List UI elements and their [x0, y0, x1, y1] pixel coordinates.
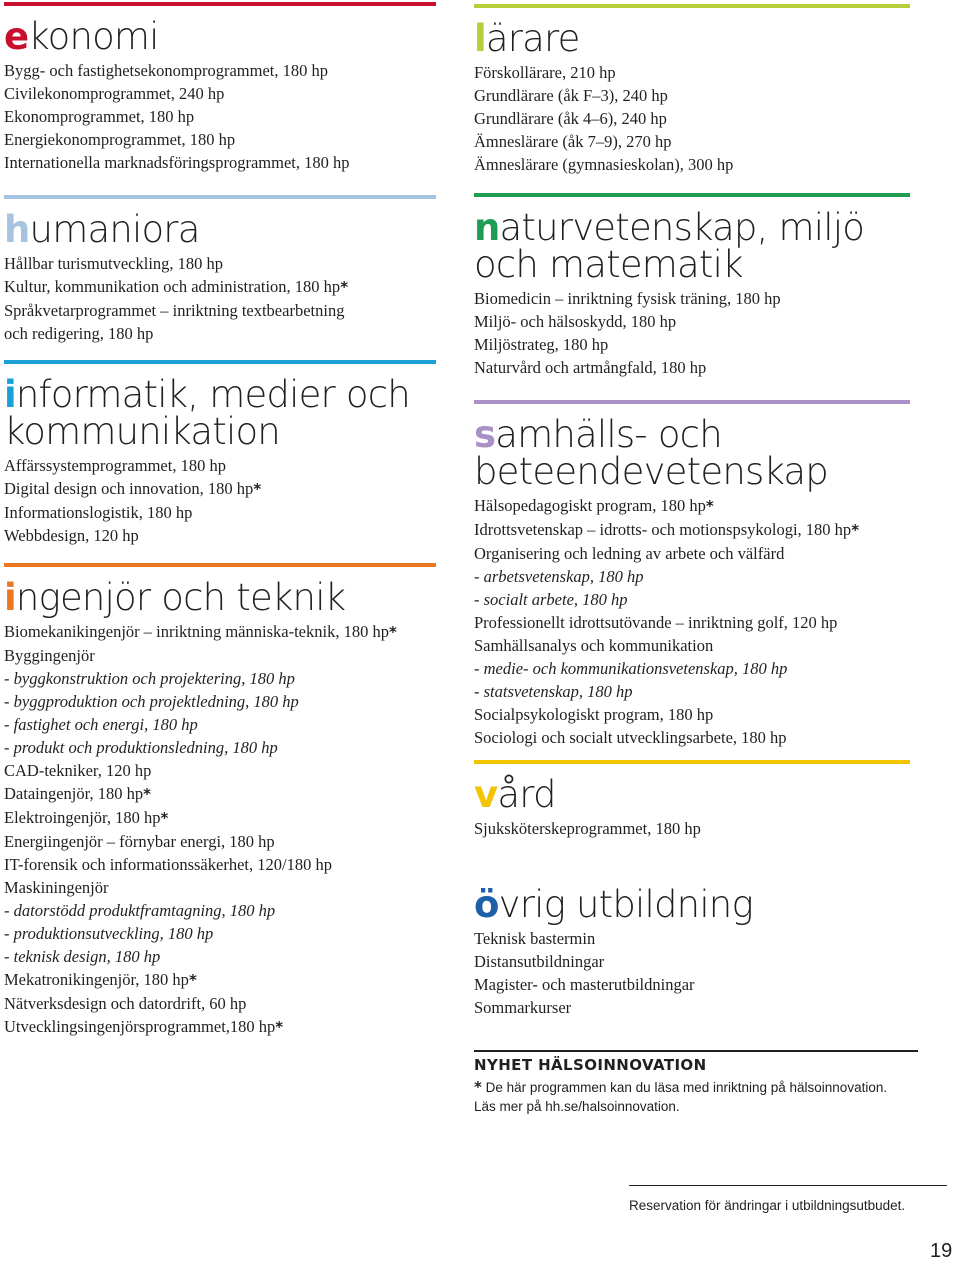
section-naturvetenskap — [474, 193, 910, 379]
program-item — [4, 59, 436, 82]
program-list — [474, 287, 910, 379]
heading-text: umaniora — [29, 208, 200, 251]
program-label: Teknisk bastermin — [474, 929, 596, 948]
section-rule — [474, 193, 910, 197]
program-item — [474, 611, 910, 634]
program-label: Ekonomprogrammet, 180 hp — [4, 107, 195, 126]
program-label: Grundlärare (åk F–3), 240 hp — [474, 86, 668, 105]
program-item — [474, 494, 910, 518]
asterisk-icon: * — [253, 480, 262, 498]
heading-text: ngenjör och teknik — [15, 576, 346, 619]
program-label: Grundlärare (åk 4–6), 240 hp — [474, 109, 667, 128]
section-rule — [4, 360, 436, 364]
section-ovrig — [474, 870, 910, 1019]
program-item — [4, 830, 436, 853]
program-label: och redigering, 180 hp — [4, 324, 154, 343]
program-item — [4, 713, 436, 736]
section-heading — [474, 17, 910, 60]
asterisk-icon: * — [160, 809, 169, 827]
program-label: Nätverksdesign och datordrift, 60 hp — [4, 994, 247, 1013]
section-vard — [474, 760, 910, 840]
program-label: Internationella marknadsföringsprogrammet, 180 hp — [4, 153, 350, 172]
nyhet-note — [474, 1078, 944, 1116]
section-heading — [474, 206, 910, 286]
section-ingenjor — [4, 563, 436, 1039]
program-item — [4, 782, 436, 806]
program-item — [4, 82, 436, 105]
program-label: IT-forensik och informationssäkerhet, 120/180 hp — [4, 855, 332, 874]
program-label: Sjuksköterskeprogrammet, 180 hp — [474, 819, 701, 838]
program-item — [474, 518, 910, 542]
program-label: CAD-tekniker, 120 hp — [4, 761, 152, 780]
program-item — [4, 275, 436, 299]
program-item — [474, 153, 910, 176]
program-item — [4, 620, 436, 644]
program-item — [4, 128, 436, 151]
section-rule — [4, 2, 436, 6]
section-heading — [4, 373, 436, 453]
program-list — [474, 817, 910, 840]
asterisk-icon: * — [143, 785, 151, 803]
program-label: Språkvetarprogrammet – inriktning textbearbetning — [4, 301, 345, 320]
program-label: Idrottsvetenskap – idrotts- och motionspsykologi, 180 hp — [474, 520, 852, 539]
program-label: Socialpsykologiskt program, 180 hp — [474, 705, 714, 724]
program-label: Dataingenjör, 180 hp — [4, 784, 144, 803]
section-rule — [474, 400, 910, 404]
heading-text: vrig utbildning — [498, 883, 753, 926]
heading-initial: e — [4, 15, 29, 58]
program-label: Samhällsanalys och kommunikation — [474, 636, 714, 655]
asterisk-icon: * — [275, 1018, 284, 1036]
program-item — [4, 322, 436, 345]
program-item — [474, 973, 910, 996]
program-label: Civilekonomprogrammet, 240 hp — [4, 84, 225, 103]
section-heading — [474, 883, 910, 926]
section-rule — [474, 4, 910, 8]
program-item — [474, 927, 910, 950]
program-label: Biomekanikingenjör – inriktning människa-teknik, 180 hp — [4, 622, 389, 641]
program-list — [4, 620, 436, 1039]
program-label: Distansutbildningar — [474, 952, 605, 971]
section-rule — [4, 563, 436, 567]
asterisk-icon: * — [388, 623, 397, 641]
program-label: Sommarkurser — [474, 998, 572, 1017]
program-label: Miljöstrateg, 180 hp — [474, 335, 609, 354]
program-list — [474, 61, 910, 176]
reservation-text: Reservation för ändringar i utbildningsutbudet. — [629, 1198, 906, 1213]
program-label: Miljö- och hälsoskydd, 180 hp — [474, 312, 677, 331]
program-label: Mekatronikingenjör, 180 hp — [4, 970, 189, 989]
program-label: Professionellt idrottsutövande – inriktning golf, 120 hp — [474, 613, 838, 632]
heading-initial: i — [4, 373, 16, 416]
program-label: - arbetsvetenskap, 180 hp — [474, 567, 644, 586]
program-item — [474, 996, 910, 1019]
program-label: Kultur, kommunikation och administration, 180 hp — [4, 277, 341, 296]
heading-initial: s — [474, 413, 496, 456]
program-item — [4, 922, 436, 945]
nyhet-note-line1: De här programmen kan du läsa med inriktning på hälsoinnovation. — [481, 1080, 888, 1095]
asterisk-icon: * — [851, 521, 860, 539]
heading-initial: h — [4, 208, 30, 251]
program-label: Informationslogistik, 180 hp — [4, 503, 193, 522]
program-item — [474, 950, 910, 973]
heading-initial: l — [474, 17, 486, 60]
program-item — [4, 968, 436, 992]
program-label: Byggingenjör — [4, 646, 95, 665]
page-number: 19 — [930, 1240, 953, 1262]
program-item — [4, 524, 436, 547]
program-item — [4, 945, 436, 968]
heading-text: nformatik, medier och kommunikation — [4, 373, 410, 453]
program-item — [474, 726, 910, 749]
program-item — [474, 310, 910, 333]
program-label: Biomedicin – inriktning fysisk träning, 180 hp — [474, 289, 781, 308]
heading-initial: ö — [474, 883, 499, 926]
program-item — [474, 61, 910, 84]
heading-text: ärare — [485, 17, 580, 60]
program-item — [4, 806, 436, 830]
program-item — [474, 287, 910, 310]
program-item — [4, 876, 436, 899]
program-item — [4, 992, 436, 1015]
section-heading — [474, 413, 910, 493]
program-item — [4, 644, 436, 667]
nyhet-rule — [474, 1050, 918, 1052]
program-item — [4, 667, 436, 690]
program-list — [474, 927, 910, 1019]
program-item — [4, 299, 436, 322]
program-label: Ämneslärare (gymnasieskolan), 300 hp — [474, 155, 734, 174]
program-label: - byggproduktion och projektledning, 180 hp — [4, 692, 299, 711]
nyhet-title: NYHET HÄLSOINNOVATION — [474, 1056, 707, 1074]
program-label: - byggkonstruktion och projektering, 180 hp — [4, 669, 295, 688]
section-informatik — [4, 360, 436, 547]
program-item — [4, 853, 436, 876]
program-item — [4, 477, 436, 501]
program-label: - statsvetenskap, 180 hp — [474, 682, 633, 701]
program-label: Utvecklingsingenjörsprogrammet,180 hp — [4, 1017, 276, 1036]
program-item — [474, 588, 910, 611]
program-item — [474, 634, 910, 657]
program-item — [474, 84, 910, 107]
reservation-box — [629, 1185, 939, 1213]
asterisk-icon: * — [188, 971, 197, 989]
reservation-rule — [629, 1185, 947, 1186]
section-humaniora — [4, 195, 436, 345]
program-item — [4, 736, 436, 759]
program-item — [4, 1015, 436, 1039]
asterisk-icon: * — [474, 1078, 482, 1096]
program-label: - produkt och produktionsledning, 180 hp — [4, 738, 278, 757]
program-item — [474, 703, 910, 726]
program-item — [4, 454, 436, 477]
program-label: Organisering och ledning av arbete och välfärd — [474, 544, 785, 563]
heading-text: aturvetenskap, miljö och matematik — [474, 206, 865, 286]
section-heading — [474, 773, 910, 816]
program-label: Energiekonomprogrammet, 180 hp — [4, 130, 236, 149]
program-list — [4, 59, 436, 174]
program-label: Affärssystemprogrammet, 180 hp — [4, 456, 226, 475]
section-ekonomi — [4, 2, 436, 174]
program-list — [4, 252, 436, 345]
program-label: Webbdesign, 120 hp — [4, 526, 139, 545]
section-samhalls — [474, 400, 910, 749]
nyhet-box — [474, 1050, 944, 1116]
program-label: Bygg- och fastighetsekonomprogrammet, 180 hp — [4, 61, 328, 80]
program-label: Naturvård och artmångfald, 180 hp — [474, 358, 707, 377]
section-heading — [4, 576, 436, 619]
heading-initial: n — [474, 206, 500, 249]
asterisk-icon: * — [340, 278, 349, 296]
section-larare — [474, 4, 910, 176]
section-heading — [4, 208, 436, 251]
program-item — [4, 501, 436, 524]
nyhet-note-line2: Läs mer på hh.se/halsoinnovation. — [474, 1099, 680, 1114]
heading-initial: v — [474, 773, 498, 816]
program-label: - datorstödd produktframtagning, 180 hp — [4, 901, 276, 920]
section-heading — [4, 15, 436, 58]
program-list — [474, 494, 910, 749]
program-item — [4, 690, 436, 713]
program-item — [474, 356, 910, 379]
program-label: - fastighet och energi, 180 hp — [4, 715, 198, 734]
program-item — [4, 252, 436, 275]
program-label: Digital design och innovation, 180 hp — [4, 479, 254, 498]
program-label: Elektroingenjör, 180 hp — [4, 808, 161, 827]
program-label: Förskollärare, 210 hp — [474, 63, 616, 82]
program-item — [474, 565, 910, 588]
program-item — [474, 130, 910, 153]
heading-initial: i — [4, 576, 16, 619]
program-label: - produktionsutveckling, 180 hp — [4, 924, 214, 943]
program-label: Sociologi och socialt utvecklingsarbete, 180 hp — [474, 728, 787, 747]
program-label: Energiingenjör – förnybar energi, 180 hp — [4, 832, 275, 851]
program-label: Hälsopedagogiskt program, 180 hp — [474, 496, 706, 515]
program-label: - teknisk design, 180 hp — [4, 947, 161, 966]
section-rule — [474, 760, 910, 764]
program-item — [4, 151, 436, 174]
program-label: - medie- och kommunikationsvetenskap, 180 hp — [474, 659, 788, 678]
program-item — [474, 817, 910, 840]
heading-text: konomi — [28, 15, 159, 58]
program-item — [4, 899, 436, 922]
program-list — [4, 454, 436, 547]
program-item — [474, 333, 910, 356]
program-item — [4, 105, 436, 128]
program-label: Maskiningenjör — [4, 878, 109, 897]
asterisk-icon: * — [705, 497, 714, 515]
heading-text: amhälls- och beteendevetenskap — [474, 413, 828, 493]
program-label: Magister- och masterutbildningar — [474, 975, 695, 994]
program-item — [474, 107, 910, 130]
program-label: - socialt arbete, 180 hp — [474, 590, 628, 609]
program-label: Ämneslärare (åk 7–9), 270 hp — [474, 132, 672, 151]
program-label: Hållbar turismutveckling, 180 hp — [4, 254, 224, 273]
program-item — [474, 680, 910, 703]
section-rule — [4, 195, 436, 199]
heading-text: ård — [497, 773, 556, 816]
program-item — [474, 657, 910, 680]
program-item — [4, 759, 436, 782]
program-item — [474, 542, 910, 565]
